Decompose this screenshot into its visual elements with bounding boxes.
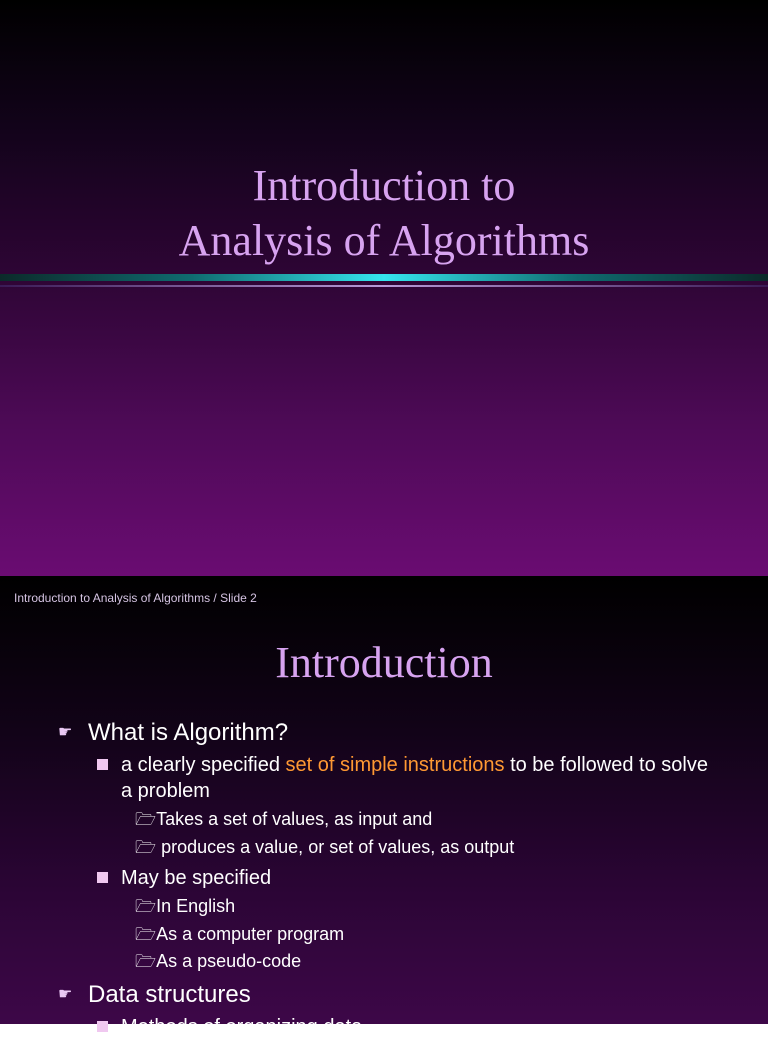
bullet-level1 <box>0 978 768 1012</box>
slide-footer: Introduction to Analysis of Algorithms / Slide 2 <box>14 591 257 605</box>
bullet-level2 <box>0 1014 768 1040</box>
bullet-text: Takes a set of values, as input and <box>156 809 433 829</box>
bullet-level2 <box>0 752 768 804</box>
bullet-text: Data structures <box>88 980 251 1008</box>
bullet-level3 <box>0 948 768 976</box>
bullet-text: What is Algorithm? <box>88 719 289 746</box>
folder-icon: 🗁 <box>135 952 157 971</box>
title-line-2: Analysis of Algorithms <box>178 216 590 265</box>
bullet-level2 <box>0 865 768 891</box>
square-bullet-icon <box>97 872 108 883</box>
bullet-text-pre: a clearly specified <box>121 754 286 776</box>
bullet-level1 <box>0 716 768 750</box>
slide-title <box>0 158 768 268</box>
folder-icon: 🗁 <box>135 810 157 829</box>
bullet-level3 <box>0 834 768 862</box>
bullet-level3 <box>0 893 768 921</box>
folder-icon: 🗁 <box>135 924 157 944</box>
folder-icon: 🗁 <box>135 897 157 916</box>
bullet-level3 <box>0 806 768 834</box>
folder-icon: 🗁 <box>135 837 157 857</box>
title-divider-thin <box>0 285 768 287</box>
pointing-hand-icon: ☛ <box>58 985 73 1003</box>
square-bullet-icon <box>97 1021 108 1032</box>
bullet-level3 <box>0 921 768 949</box>
title-line-1: Introduction to <box>252 161 516 210</box>
title-divider-thick <box>0 274 768 281</box>
bullet-text-post: to be followed to solve a problem <box>121 754 708 802</box>
bullet-text: In English <box>156 896 236 916</box>
square-bullet-icon <box>97 759 108 770</box>
bullet-text: produces a value, or set of values, as output <box>156 836 515 857</box>
pointing-hand-icon: ☛ <box>58 724 73 741</box>
highlighted-text: set of simple instructions <box>285 754 505 776</box>
bullet-text: As a pseudo-code <box>156 951 302 971</box>
bullet-text: Methods of organizing data <box>121 1015 363 1038</box>
slide-title: Introduction <box>275 638 493 687</box>
bullet-text: May be specified <box>121 867 272 889</box>
bullet-list <box>0 716 768 1040</box>
content-slide <box>0 576 768 1038</box>
bullet-text: As a computer program <box>156 923 345 944</box>
